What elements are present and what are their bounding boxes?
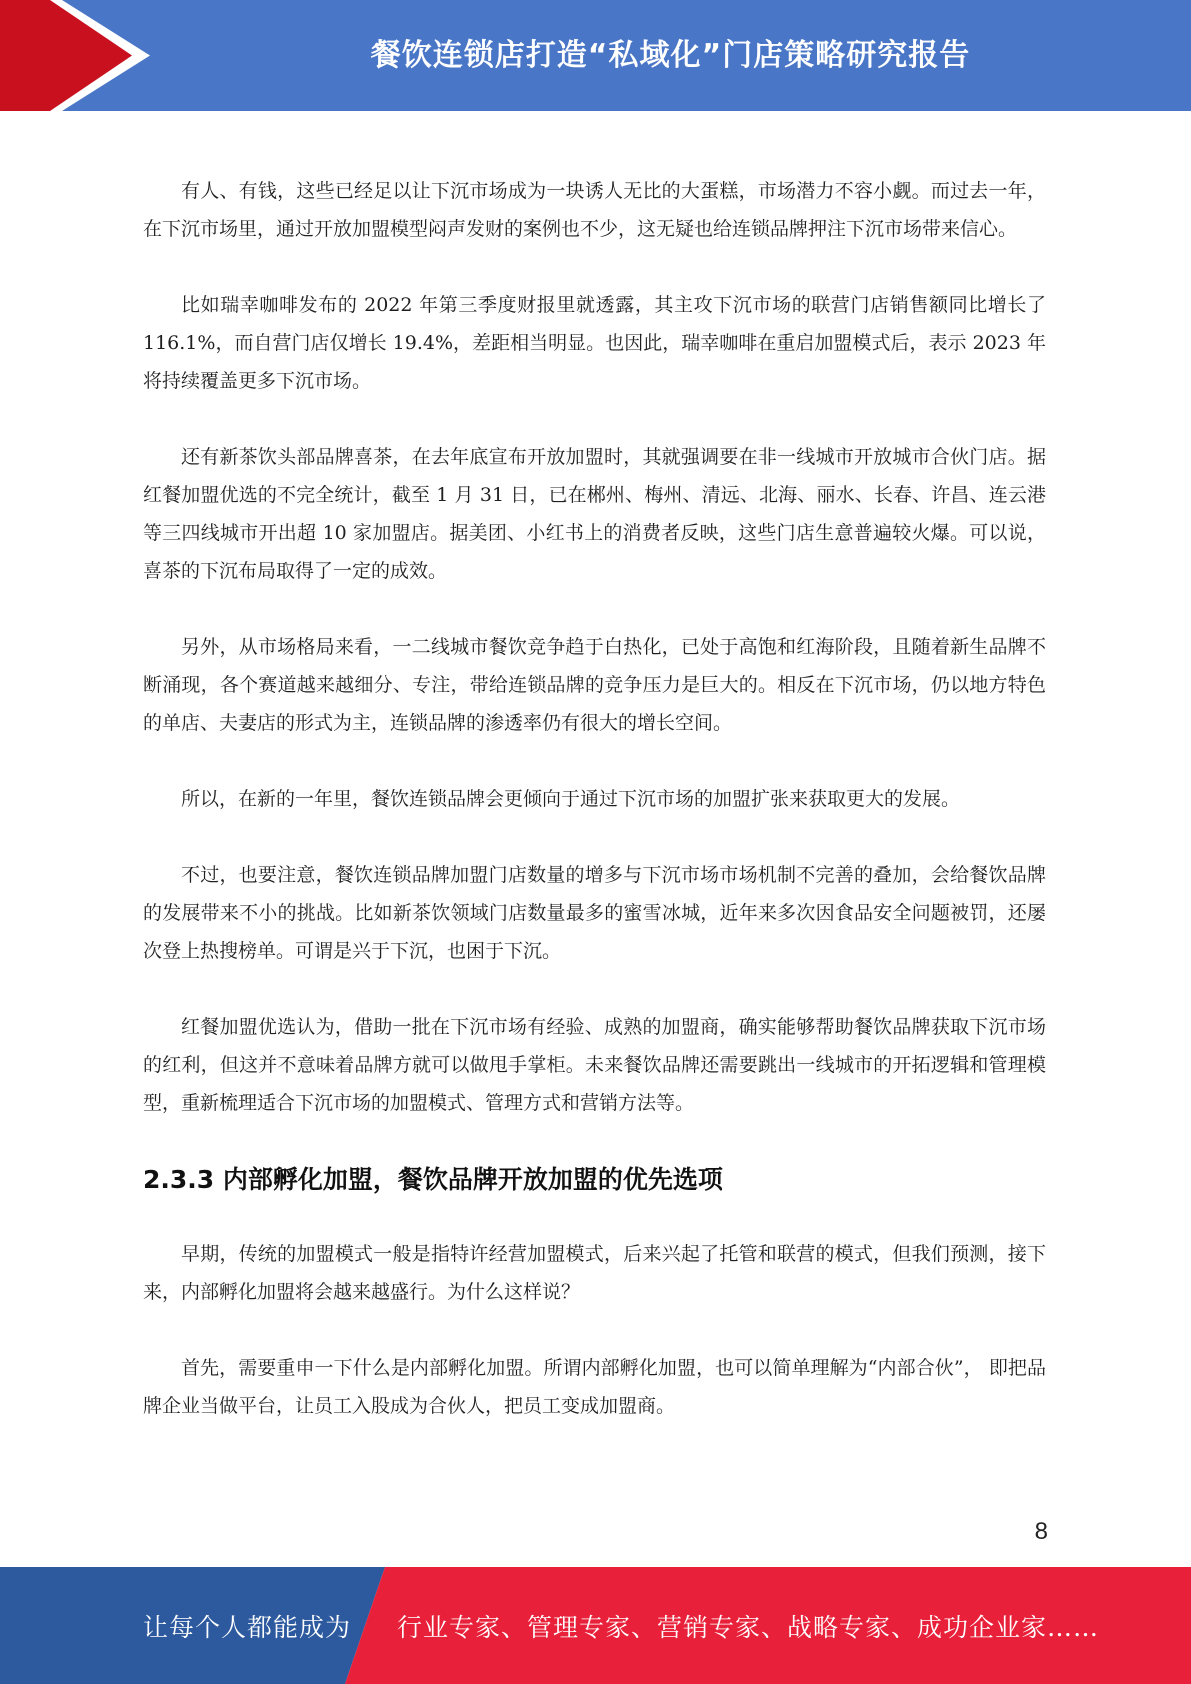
page-header xyxy=(0,0,1191,111)
paragraph: 首先，需要重申一下什么是内部孵化加盟。所谓内部孵化加盟，也可以简单理解为“内部合伙”， 即把品牌企业当做平台，让员工入股成为合伙人，把员工变成加盟商。 xyxy=(143,1357,1046,1417)
main-content xyxy=(143,172,1046,1463)
paragraph: 比如瑞幸咖啡发布的 2022 年第三季度财报里就透露，其主攻下沉市场的联营门店销售额同比增长了 116.1%，而自营门店仅增长 19.4%，差距相当明显。也因此，瑞幸咖啡在重启加盟模式后，表示 2023 年将持续覆盖更多下沉市场。 xyxy=(143,294,1046,392)
paragraph: 还有新茶饮头部品牌喜茶，在去年底宣布开放加盟时，其就强调要在非一线城市开放城市合伙门店。据红餐加盟优选的不完全统计，截至 1 月 31 日，已在郴州、梅州、清远、北海、丽水、长春、许昌、连云港等三四线城市开出超 10 家加盟店。据美团、小红书上的消费者反映，这些门店生意普遍较火爆。可以说，喜茶的下沉布局取得了一定的成效。 xyxy=(143,446,1046,582)
paragraph: 不过，也要注意，餐饮连锁品牌加盟门店数量的增多与下沉市场市场机制不完善的叠加，会给餐饮品牌的发展带来不小的挑战。比如新茶饮领域门店数量最多的蜜雪冰城，近年来多次因食品安全问题被罚，还屡次登上热搜榜单。可谓是兴于下沉，也困于下沉。 xyxy=(143,864,1046,962)
footer-slogan-right: 行业专家、管理专家、营销专家、战略专家、成功企业家…… xyxy=(397,1612,1100,1642)
paragraph: 有人、有钱，这些已经足以让下沉市场成为一块诱人无比的大蛋糕，市场潜力不容小觑。而过去一年，在下沉市场里，通过开放加盟模型闷声发财的案例也不少，这无疑也给连锁品牌押注下沉市场带来信心。 xyxy=(143,180,1046,240)
paragraph: 所以，在新的一年里，餐饮连锁品牌会更倾向于通过下沉市场的加盟扩张来获取更大的发展。 xyxy=(181,788,961,810)
report-title: 餐饮连锁店打造“私域化”门店策略研究报告 xyxy=(370,38,971,73)
page-number: 8 xyxy=(1034,1518,1048,1545)
paragraph: 红餐加盟优选认为，借助一批在下沉市场有经验、成熟的加盟商，确实能够帮助餐饮品牌获取下沉市场的红利，但这并不意味着品牌方就可以做甩手掌柜。未来餐饮品牌还需要跳出一线城市的开拓逻辑和管理模型，重新梳理适合下沉市场的加盟模式、管理方式和营销方法等。 xyxy=(143,1016,1046,1114)
paragraph: 另外，从市场格局来看，一二线城市餐饮竞争趋于白热化，已处于高饱和红海阶段，且随着新生品牌不断涌现，各个赛道越来越细分、专注，带给连锁品牌的竞争压力是巨大的。相反在下沉市场，仍以地方特色的单店、夫妻店的形式为主，连锁品牌的渗透率仍有很大的增长空间。 xyxy=(143,636,1046,734)
page-footer xyxy=(0,1567,1191,1684)
paragraph: 早期，传统的加盟模式一般是指特许经营加盟模式，后来兴起了托管和联营的模式，但我们预测，接下来，内部孵化加盟将会越来越盛行。为什么这样说？ xyxy=(143,1243,1046,1303)
section-heading: 2.3.3 内部孵化加盟，餐饮品牌开放加盟的优先选项 xyxy=(143,1165,723,1194)
footer-slogan-left: 让每个人都能成为 xyxy=(143,1612,352,1642)
header-arrow-icon xyxy=(0,0,160,111)
